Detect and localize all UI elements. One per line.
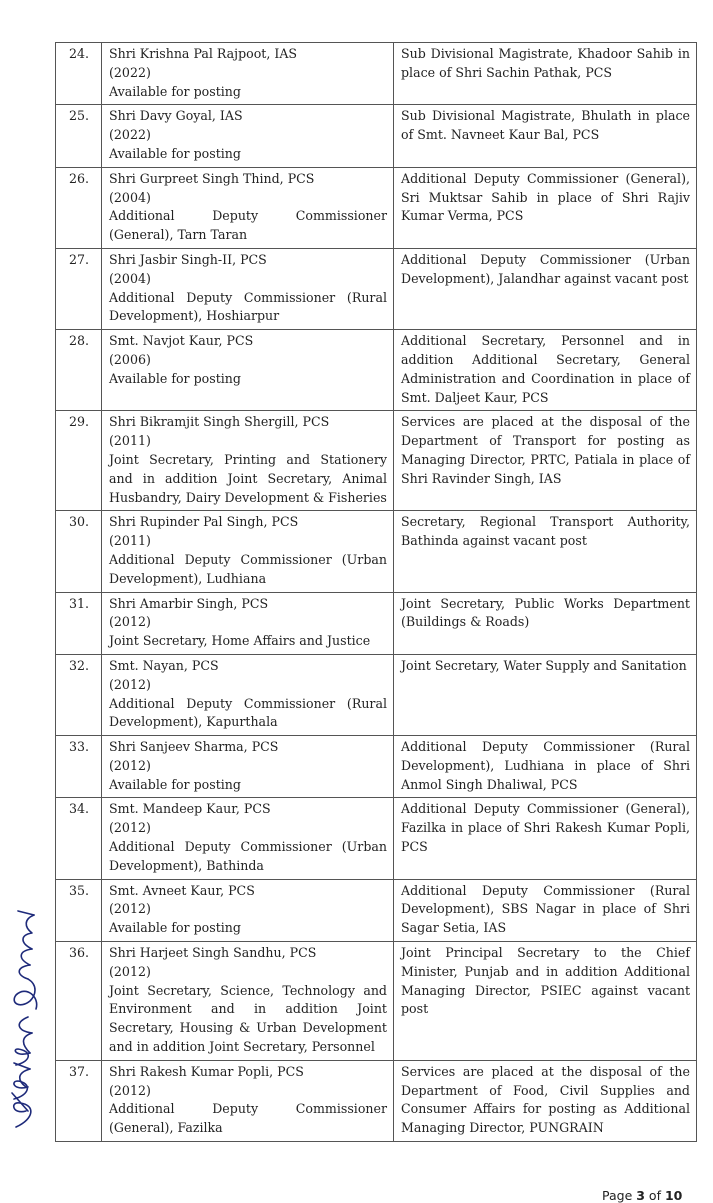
officer-cell (102, 592, 394, 654)
new-posting-cell: Additional Secretary, Personnel and in addition Additional Secretary, General Administration and Coordination in place of Smt. Daljeet Kaur, PCS (394, 330, 697, 411)
new-posting-cell: Sub Divisional Magistrate, Bhulath in place of Smt. Navneet Kaur Bal, PCS (394, 105, 697, 167)
officer-current-post: Available for posting (109, 776, 241, 792)
officer-batch: (2012) (109, 820, 151, 836)
table-row (56, 411, 697, 511)
serial-number: 34. (56, 798, 102, 879)
new-posting-cell: Services are placed at the disposal of the Department of Transport for posting as Managing Director, PRTC, Patiala in place of Shri Ravinder Singh, IAS (394, 411, 697, 511)
new-posting-cell: Additional Deputy Commissioner (Rural Development), Ludhiana in place of Shri Anmol Singh Dhaliwal, PCS (394, 736, 697, 798)
table-row (56, 1060, 697, 1141)
officer-name: Shri Jasbir Singh-II, PCS (109, 251, 267, 267)
officer-current-post: Additional Deputy Commissioner (General), Fazilka (109, 1101, 387, 1136)
officer-name: Shri Davy Goyal, IAS (109, 108, 243, 124)
officer-batch: (2006) (109, 351, 151, 367)
officer-current-post: Joint Secretary, Home Affairs and Justice (109, 633, 371, 649)
officer-name: Smt. Nayan, PCS (109, 657, 219, 673)
table-row (56, 592, 697, 654)
officer-current-post: Additional Deputy Commissioner (Rural Development), Kapurthala (109, 695, 387, 730)
officer-name: Smt. Mandeep Kaur, PCS (109, 801, 271, 817)
officer-batch: (2004) (109, 270, 151, 286)
officer-current-post: Additional Deputy Commissioner (Urban Development), Bathinda (109, 839, 387, 873)
officer-batch: (2012) (109, 1082, 151, 1098)
officer-current-post: Additional Deputy Commissioner (Urban Development), Ludhiana (109, 551, 387, 586)
officer-cell (102, 511, 394, 592)
table-row (56, 798, 697, 879)
officer-cell (102, 879, 394, 941)
page-prefix: Page (602, 1188, 637, 1203)
table-row (56, 654, 697, 735)
officer-current-post: Joint Secretary, Printing and Stationery and in addition Joint Secretary, Animal Husbandry, Dairy Development & Fisheries (109, 451, 387, 505)
handwritten-signature (6, 905, 46, 1135)
officer-cell (102, 798, 394, 879)
table-row (56, 511, 697, 592)
serial-number: 33. (56, 736, 102, 798)
page-of: of (644, 1188, 665, 1203)
serial-number: 37. (56, 1060, 102, 1141)
table-row (56, 879, 697, 941)
officer-cell (102, 105, 394, 167)
officer-current-post: Additional Deputy Commissioner (Rural Development), Hoshiarpur (109, 289, 387, 324)
table-row (56, 105, 697, 167)
officer-cell (102, 1060, 394, 1141)
serial-number: 31. (56, 592, 102, 654)
officer-name: Smt. Avneet Kaur, PCS (109, 882, 255, 898)
officer-batch: (2011) (109, 433, 151, 449)
new-posting-cell: Additional Deputy Commissioner (Urban Development), Jalandhar against vacant post (394, 248, 697, 329)
serial-number: 35. (56, 879, 102, 941)
table-body (56, 43, 697, 1142)
officer-current-post: Additional Deputy Commissioner (General), Tarn Taran (109, 208, 387, 243)
officer-name: Shri Rakesh Kumar Popli, PCS (109, 1063, 304, 1079)
officer-batch: (2012) (109, 757, 151, 773)
page-number (602, 1188, 682, 1203)
officer-current-post: Available for posting (109, 145, 241, 161)
officer-current-post: Available for posting (109, 370, 241, 386)
table-row (56, 330, 697, 411)
officer-batch: (2022) (109, 127, 151, 143)
table-row (56, 167, 697, 248)
page-total: 10 (664, 1188, 683, 1203)
officer-current-post: Available for posting (109, 920, 241, 936)
serial-number: 30. (56, 511, 102, 592)
officer-name: Shri Rupinder Pal Singh, PCS (109, 514, 299, 530)
table-row (56, 942, 697, 1061)
new-posting-cell: Additional Deputy Commissioner (General), Sri Muktsar Sahib in place of Shri Rajiv Kumar Verma, PCS (394, 167, 697, 248)
posting-orders-table (55, 42, 697, 1142)
officer-name: Shri Gurpreet Singh Thind, PCS (109, 170, 315, 186)
officer-cell (102, 167, 394, 248)
serial-number: 28. (56, 330, 102, 411)
officer-batch: (2012) (109, 676, 151, 692)
serial-number: 26. (56, 167, 102, 248)
serial-number: 36. (56, 942, 102, 1061)
officer-name: Shri Krishna Pal Rajpoot, IAS (109, 46, 298, 61)
officer-cell (102, 248, 394, 329)
officer-batch: (2004) (109, 189, 151, 205)
new-posting-cell: Joint Principal Secretary to the Chief Minister, Punjab and in addition Additional Managing Director, PSIEC against vacant post (394, 942, 697, 1061)
officer-current-post: Available for posting (109, 83, 241, 99)
officer-batch: (2012) (109, 901, 151, 917)
table-row (56, 248, 697, 329)
officer-name: Shri Bikramjit Singh Shergill, PCS (109, 414, 330, 430)
officer-current-post: Joint Secretary, Science, Technology and Environment and in addition Joint Secretary, Housing & Urban Development and in addition Joint Secretary, Personnel (109, 982, 387, 1055)
new-posting-cell: Joint Secretary, Public Works Department (Buildings & Roads) (394, 592, 697, 654)
officer-batch: (2012) (109, 963, 151, 979)
officer-cell (102, 736, 394, 798)
serial-number: 27. (56, 248, 102, 329)
new-posting-cell: Joint Secretary, Water Supply and Sanitation (394, 654, 697, 735)
new-posting-cell: Additional Deputy Commissioner (General), Fazilka in place of Shri Rakesh Kumar Popli, PCS (394, 798, 697, 879)
officer-cell (102, 330, 394, 411)
new-posting-cell: Secretary, Regional Transport Authority, Bathinda against vacant post (394, 511, 697, 592)
new-posting-cell: Additional Deputy Commissioner (Rural Development), SBS Nagar in place of Shri Sagar Setia, IAS (394, 879, 697, 941)
serial-number: 29. (56, 411, 102, 511)
new-posting-cell: Sub Divisional Magistrate, Khadoor Sahib in place of Shri Sachin Pathak, PCS (394, 43, 697, 105)
signature-graphic (6, 905, 46, 1135)
officer-cell (102, 942, 394, 1061)
document-sheet (55, 42, 697, 1142)
officer-batch: (2011) (109, 533, 151, 549)
officer-cell (102, 654, 394, 735)
officer-cell (102, 43, 394, 105)
officer-name: Shri Harjeet Singh Sandhu, PCS (109, 945, 317, 961)
table-row (56, 43, 697, 105)
officer-name: Shri Sanjeev Sharma, PCS (109, 739, 279, 755)
page-current: 3 (636, 1188, 645, 1203)
officer-batch: (2012) (109, 614, 151, 630)
serial-number: 25. (56, 105, 102, 167)
officer-name: Smt. Navjot Kaur, PCS (109, 333, 254, 349)
serial-number: 32. (56, 654, 102, 735)
officer-name: Shri Amarbir Singh, PCS (109, 595, 269, 611)
serial-number: 24. (56, 43, 102, 105)
table-row (56, 736, 697, 798)
new-posting-cell: Services are placed at the disposal of the Department of Food, Civil Supplies and Consumer Affairs for posting as Additional Managing Director, PUNGRAIN (394, 1060, 697, 1141)
officer-batch: (2022) (109, 64, 151, 80)
officer-cell (102, 411, 394, 511)
